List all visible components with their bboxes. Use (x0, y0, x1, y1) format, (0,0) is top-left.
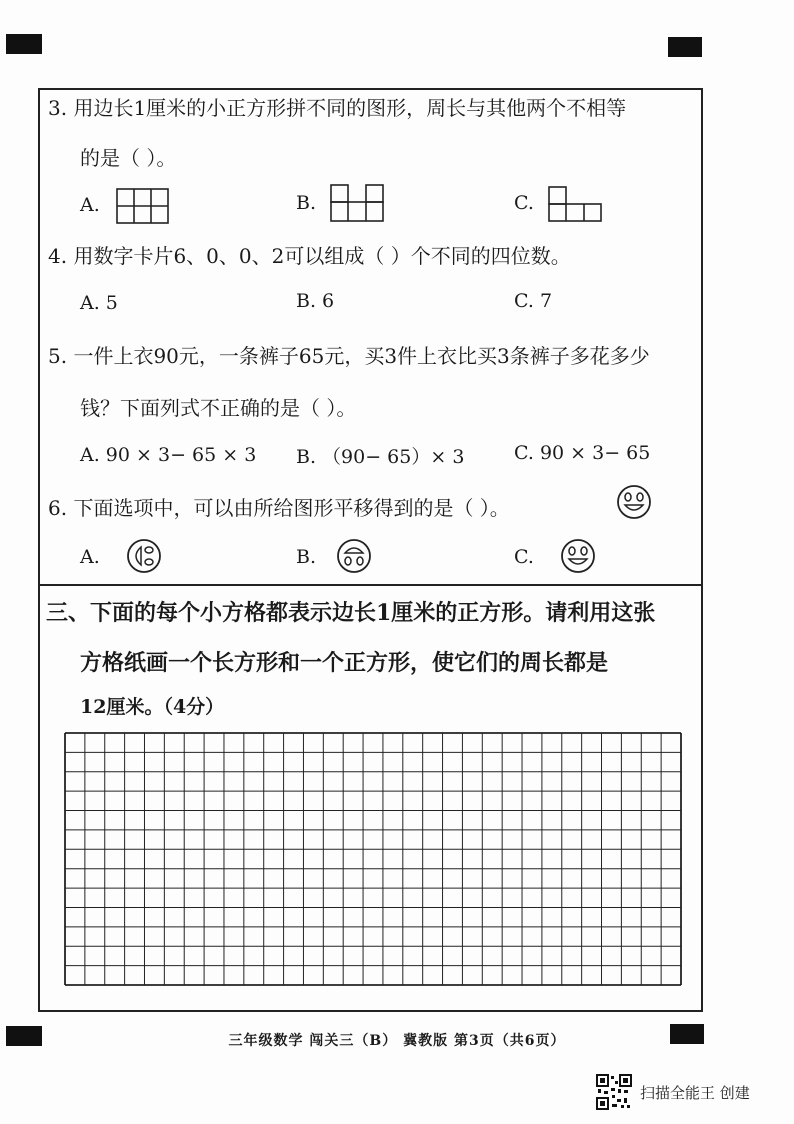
smiley-upside-down-icon (336, 538, 372, 574)
question-4-option-b[interactable]: B. 6 (296, 290, 335, 312)
question-3-figure-c (548, 186, 604, 224)
question-3-option-c[interactable]: C. (514, 192, 534, 214)
question-6-option-a[interactable]: A. (80, 546, 100, 568)
question-5-line2: 钱？下面列式不正确的是（ ）。 (80, 396, 357, 420)
question-3-option-b[interactable]: B. (296, 192, 317, 214)
question-4-line1: 4. 用数字卡片6、0、0、2可以组成（ ）个不同的四位数。 (48, 244, 571, 268)
scanner-watermark (596, 1074, 776, 1110)
qr-code-icon (596, 1074, 632, 1110)
question-5-option-a[interactable]: A. 90 × 3− 65 × 3 (80, 444, 257, 466)
scanner-label: 扫描全能王 创建 (640, 1084, 750, 1102)
question-3-option-a[interactable]: A. (80, 194, 100, 216)
question-3-line2: 的是（ ）。 (80, 146, 177, 170)
section-3-line2: 方格纸画一个长方形和一个正方形，使它们的周长都是 (80, 650, 609, 676)
question-4-option-a[interactable]: A. 5 (80, 292, 118, 314)
page-footer: 三年级数学 闯关三（B） 冀教版 第3页（共6页） (228, 1033, 566, 1049)
question-6-option-b[interactable]: B. (296, 546, 317, 568)
section-3-line3: 12厘米。（4分） (80, 696, 225, 718)
smiley-face-icon (616, 484, 652, 520)
question-6-option-c[interactable]: C. (514, 546, 534, 568)
square-grid-paper[interactable] (64, 732, 682, 986)
smiley-face-option-c-icon (560, 538, 596, 574)
question-3-figure-b (330, 184, 386, 224)
smiley-rotated-icon (126, 538, 162, 574)
question-5-line1: 5. 一件上衣90元，一条裤子65元，买3件上衣比买3条裤子多花多少 (48, 344, 650, 368)
registration-mark-top-left (6, 34, 42, 54)
question-4-option-c[interactable]: C. 7 (514, 290, 553, 312)
registration-mark-top-right (668, 37, 702, 57)
question-3-line1: 3. 用边长1厘米的小正方形拼不同的图形，周长与其他两个不相等 (48, 96, 627, 120)
question-3-figure-a (116, 188, 170, 226)
section-3-line1: 三、下面的每个小方格都表示边长1厘米的正方形。请利用这张 (46, 600, 656, 626)
question-6-line1: 6. 下面选项中，可以由所给图形平移得到的是（ ）。 (48, 496, 510, 520)
section-divider (38, 584, 703, 586)
question-5-option-b[interactable]: B. （90− 65）× 3 (296, 446, 465, 468)
question-5-option-c[interactable]: C. 90 × 3− 65 (514, 442, 651, 464)
